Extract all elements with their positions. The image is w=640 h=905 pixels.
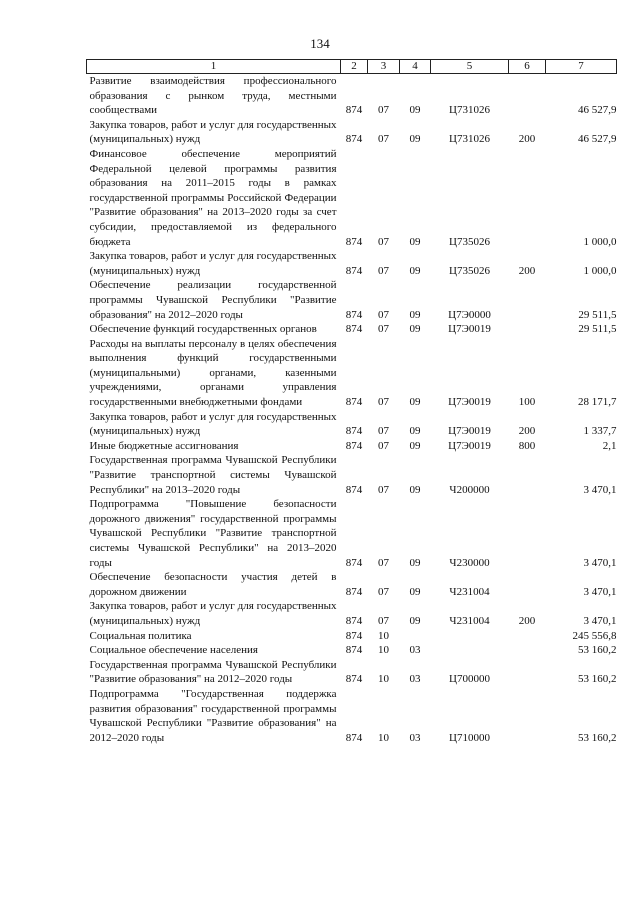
row-amount: 53 160,2	[578, 731, 617, 744]
row-subsection-code: 09	[409, 104, 421, 117]
row-name: Подпрограмма "Государственная поддержка развития образования" государственной программы Чувашской Республики "Развитие образования" на 2012–2020 годы	[89, 687, 337, 744]
table-row	[87, 658, 617, 687]
table-row	[87, 322, 617, 337]
row-target-article: Ч231004	[449, 614, 490, 627]
table-row	[87, 249, 617, 278]
column-header: 7	[546, 60, 617, 74]
row-ministry-code: 874	[345, 644, 363, 657]
row-section-code: 07	[378, 556, 389, 569]
row-expense-type	[509, 453, 546, 497]
row-subsection-code: 09	[409, 133, 421, 146]
page-number: 134	[310, 36, 330, 51]
table-row	[87, 687, 617, 745]
row-name: Развитие взаимодействия профессионального образования с рынком труда, местными сообществами	[89, 75, 337, 117]
row-amount: 53 160,2	[578, 673, 617, 686]
row-name: Закупка товаров, работ и услуг для государственных (муниципальных) нужд	[89, 600, 337, 627]
row-name: Закупка товаров, работ и услуг для государственных (муниципальных) нужд	[89, 410, 337, 438]
table-row	[87, 74, 617, 118]
row-amount: 53 160,2	[578, 644, 617, 657]
table-row	[87, 439, 617, 454]
row-target-article: Ц7Э0019	[448, 396, 491, 409]
column-header: 4	[400, 60, 431, 74]
row-name: Государственная программа Чувашской Республики "Развитие транспортной системы Чувашской Республики" на 2013–2020 годы	[89, 454, 337, 496]
table-row	[87, 629, 617, 644]
row-subsection-code: 09	[409, 323, 421, 336]
row-ministry-code: 874	[345, 439, 363, 452]
row-section-code: 07	[378, 235, 389, 248]
column-header: 3	[368, 60, 400, 74]
row-expense-type	[509, 643, 546, 658]
row-name: Закупка товаров, работ и услуг для государственных (муниципальных) нужд	[89, 118, 337, 146]
row-ministry-code: 874	[345, 673, 363, 686]
row-subsection-code: 09	[409, 396, 421, 409]
row-name: Обеспечение безопасности участия детей в дорожном движении	[89, 571, 337, 598]
row-ministry-code: 874	[345, 425, 363, 438]
row-amount: 3 470,1	[583, 614, 617, 627]
row-section-code: 07	[378, 104, 389, 117]
row-expense-type	[509, 570, 546, 599]
row-section-code: 10	[378, 644, 389, 657]
table-row	[87, 643, 617, 658]
row-target-article: Ц710000	[449, 731, 490, 744]
table-row	[87, 570, 617, 599]
row-expense-type	[509, 278, 546, 322]
row-ministry-code: 874	[345, 308, 363, 321]
row-amount: 3 470,1	[583, 585, 617, 598]
row-ministry-code: 874	[345, 483, 363, 496]
row-target-article: Ч230000	[449, 556, 490, 569]
row-expense-type	[509, 147, 546, 249]
row-name: Финансовое обеспечение мероприятий Федеральной целевой программы развития образования на 2011–2015 годы в рамках государственной программы Российской Федерации "Развитие образования" на 2013–2020 годы за счет субсидии, предоставляемой из федерального бюджета	[89, 147, 337, 248]
row-section-code: 10	[378, 629, 389, 642]
row-subsection-code: 09	[409, 308, 421, 321]
column-header: 2	[341, 60, 368, 74]
row-name: Социальное обеспечение населения	[89, 644, 258, 657]
row-expense-type	[509, 687, 546, 745]
row-expense-type: 200	[518, 425, 536, 438]
row-subsection-code: 09	[409, 556, 421, 569]
row-subsection-code: 03	[409, 673, 421, 686]
row-subsection-code: 03	[409, 731, 421, 744]
row-name: Социальная политика	[89, 629, 192, 642]
row-target-article	[431, 643, 509, 658]
row-target-article: Ц7Э0019	[448, 323, 491, 336]
row-section-code: 10	[378, 731, 389, 744]
row-expense-type	[509, 629, 546, 644]
row-amount: 46 527,9	[578, 133, 617, 146]
row-target-article: Ц735026	[449, 235, 490, 248]
row-target-article: Ц731026	[449, 133, 490, 146]
column-header: 1	[87, 60, 341, 74]
row-ministry-code: 874	[345, 585, 363, 598]
row-section-code: 10	[378, 673, 389, 686]
row-expense-type: 200	[518, 133, 536, 146]
row-expense-type	[509, 497, 546, 570]
table-row	[87, 497, 617, 570]
row-subsection-code: 09	[409, 585, 421, 598]
row-expense-type: 200	[518, 614, 536, 627]
row-name: Закупка товаров, работ и услуг для государственных (муниципальных) нужд	[89, 250, 337, 277]
row-section-code: 07	[378, 133, 389, 146]
row-name: Обеспечение реализации государственной программы Чувашской Республики "Развитие образования" на 2012–2020 годы	[89, 279, 337, 321]
budget-table	[86, 59, 617, 745]
row-ministry-code: 874	[345, 396, 363, 409]
row-section-code: 07	[378, 396, 389, 409]
row-section-code: 07	[378, 614, 389, 627]
table-row	[87, 599, 617, 628]
row-ministry-code: 874	[345, 235, 363, 248]
row-target-article: Ц700000	[449, 673, 490, 686]
row-amount: 1 000,0	[583, 235, 617, 248]
row-ministry-code: 874	[345, 133, 363, 146]
table-header-row	[87, 60, 617, 74]
row-name: Подпрограмма "Повышение безопасности дорожного движения" государственной программы Чувашской Республики "Развитие транспортной системы Чувашской Республики" на 2013–2020 годы	[89, 498, 337, 569]
row-target-article: Ц731026	[449, 104, 490, 117]
row-subsection-code: 03	[409, 644, 421, 657]
row-ministry-code: 874	[345, 264, 363, 277]
row-target-article: Ц735026	[449, 264, 490, 277]
row-target-article: Ц7Э0000	[448, 308, 491, 321]
table-row	[87, 147, 617, 249]
row-amount: 245 556,8	[572, 629, 617, 642]
row-amount: 29 511,5	[578, 308, 617, 321]
row-section-code: 07	[378, 323, 389, 336]
row-target-article: Ц7Э0019	[448, 425, 491, 438]
row-expense-type: 100	[518, 396, 536, 409]
row-expense-type	[509, 74, 546, 118]
row-ministry-code: 874	[345, 104, 363, 117]
row-name: Иные бюджетные ассигнования	[89, 439, 239, 452]
row-subsection-code: 09	[409, 614, 421, 627]
row-amount: 28 171,7	[578, 396, 617, 409]
table-row	[87, 410, 617, 439]
row-subsection-code: 09	[409, 483, 421, 496]
row-target-article: Ч200000	[449, 483, 490, 496]
row-name: Обеспечение функций государственных органов	[89, 323, 317, 336]
row-amount: 2,1	[602, 439, 617, 452]
row-name: Государственная программа Чувашской Республики "Развитие образования" на 2012–2020 годы	[89, 658, 337, 686]
row-subsection-code: 09	[409, 439, 421, 452]
row-subsection-code: 09	[409, 425, 421, 438]
column-header: 6	[509, 60, 546, 74]
row-section-code: 07	[378, 308, 389, 321]
row-ministry-code: 874	[345, 614, 363, 627]
row-ministry-code: 874	[345, 629, 363, 642]
row-ministry-code: 874	[345, 323, 363, 336]
table-row	[87, 118, 617, 147]
row-target-article: Ч231004	[449, 585, 490, 598]
row-section-code: 07	[378, 264, 389, 277]
row-expense-type: 800	[518, 439, 536, 452]
row-section-code: 07	[378, 585, 389, 598]
row-target-article	[431, 629, 509, 644]
row-subsection-code: 09	[409, 235, 421, 248]
row-subsection-code	[400, 629, 431, 644]
row-amount: 3 470,1	[583, 483, 617, 496]
row-name: Расходы на выплаты персоналу в целях обеспечения выполнения функций государственными (муниципальными) органами, казенными учреждениями, органами управления государственными внебюджетными фондами	[89, 337, 337, 409]
row-section-code: 07	[378, 439, 389, 452]
row-amount: 46 527,9	[578, 104, 617, 117]
table-row	[87, 337, 617, 410]
row-ministry-code: 874	[345, 731, 363, 744]
row-amount: 29 511,5	[578, 323, 617, 336]
row-ministry-code: 874	[345, 556, 363, 569]
row-expense-type	[509, 658, 546, 687]
row-amount: 1 337,7	[583, 425, 617, 438]
row-amount: 1 000,0	[583, 264, 617, 277]
column-header: 5	[431, 60, 509, 74]
row-section-code: 07	[378, 483, 389, 496]
table-row	[87, 278, 617, 322]
row-expense-type: 200	[518, 264, 536, 277]
row-subsection-code: 09	[409, 264, 421, 277]
row-section-code: 07	[378, 425, 389, 438]
row-amount: 3 470,1	[583, 556, 617, 569]
row-target-article: Ц7Э0019	[448, 439, 491, 452]
table-row	[87, 453, 617, 497]
row-expense-type	[509, 322, 546, 337]
